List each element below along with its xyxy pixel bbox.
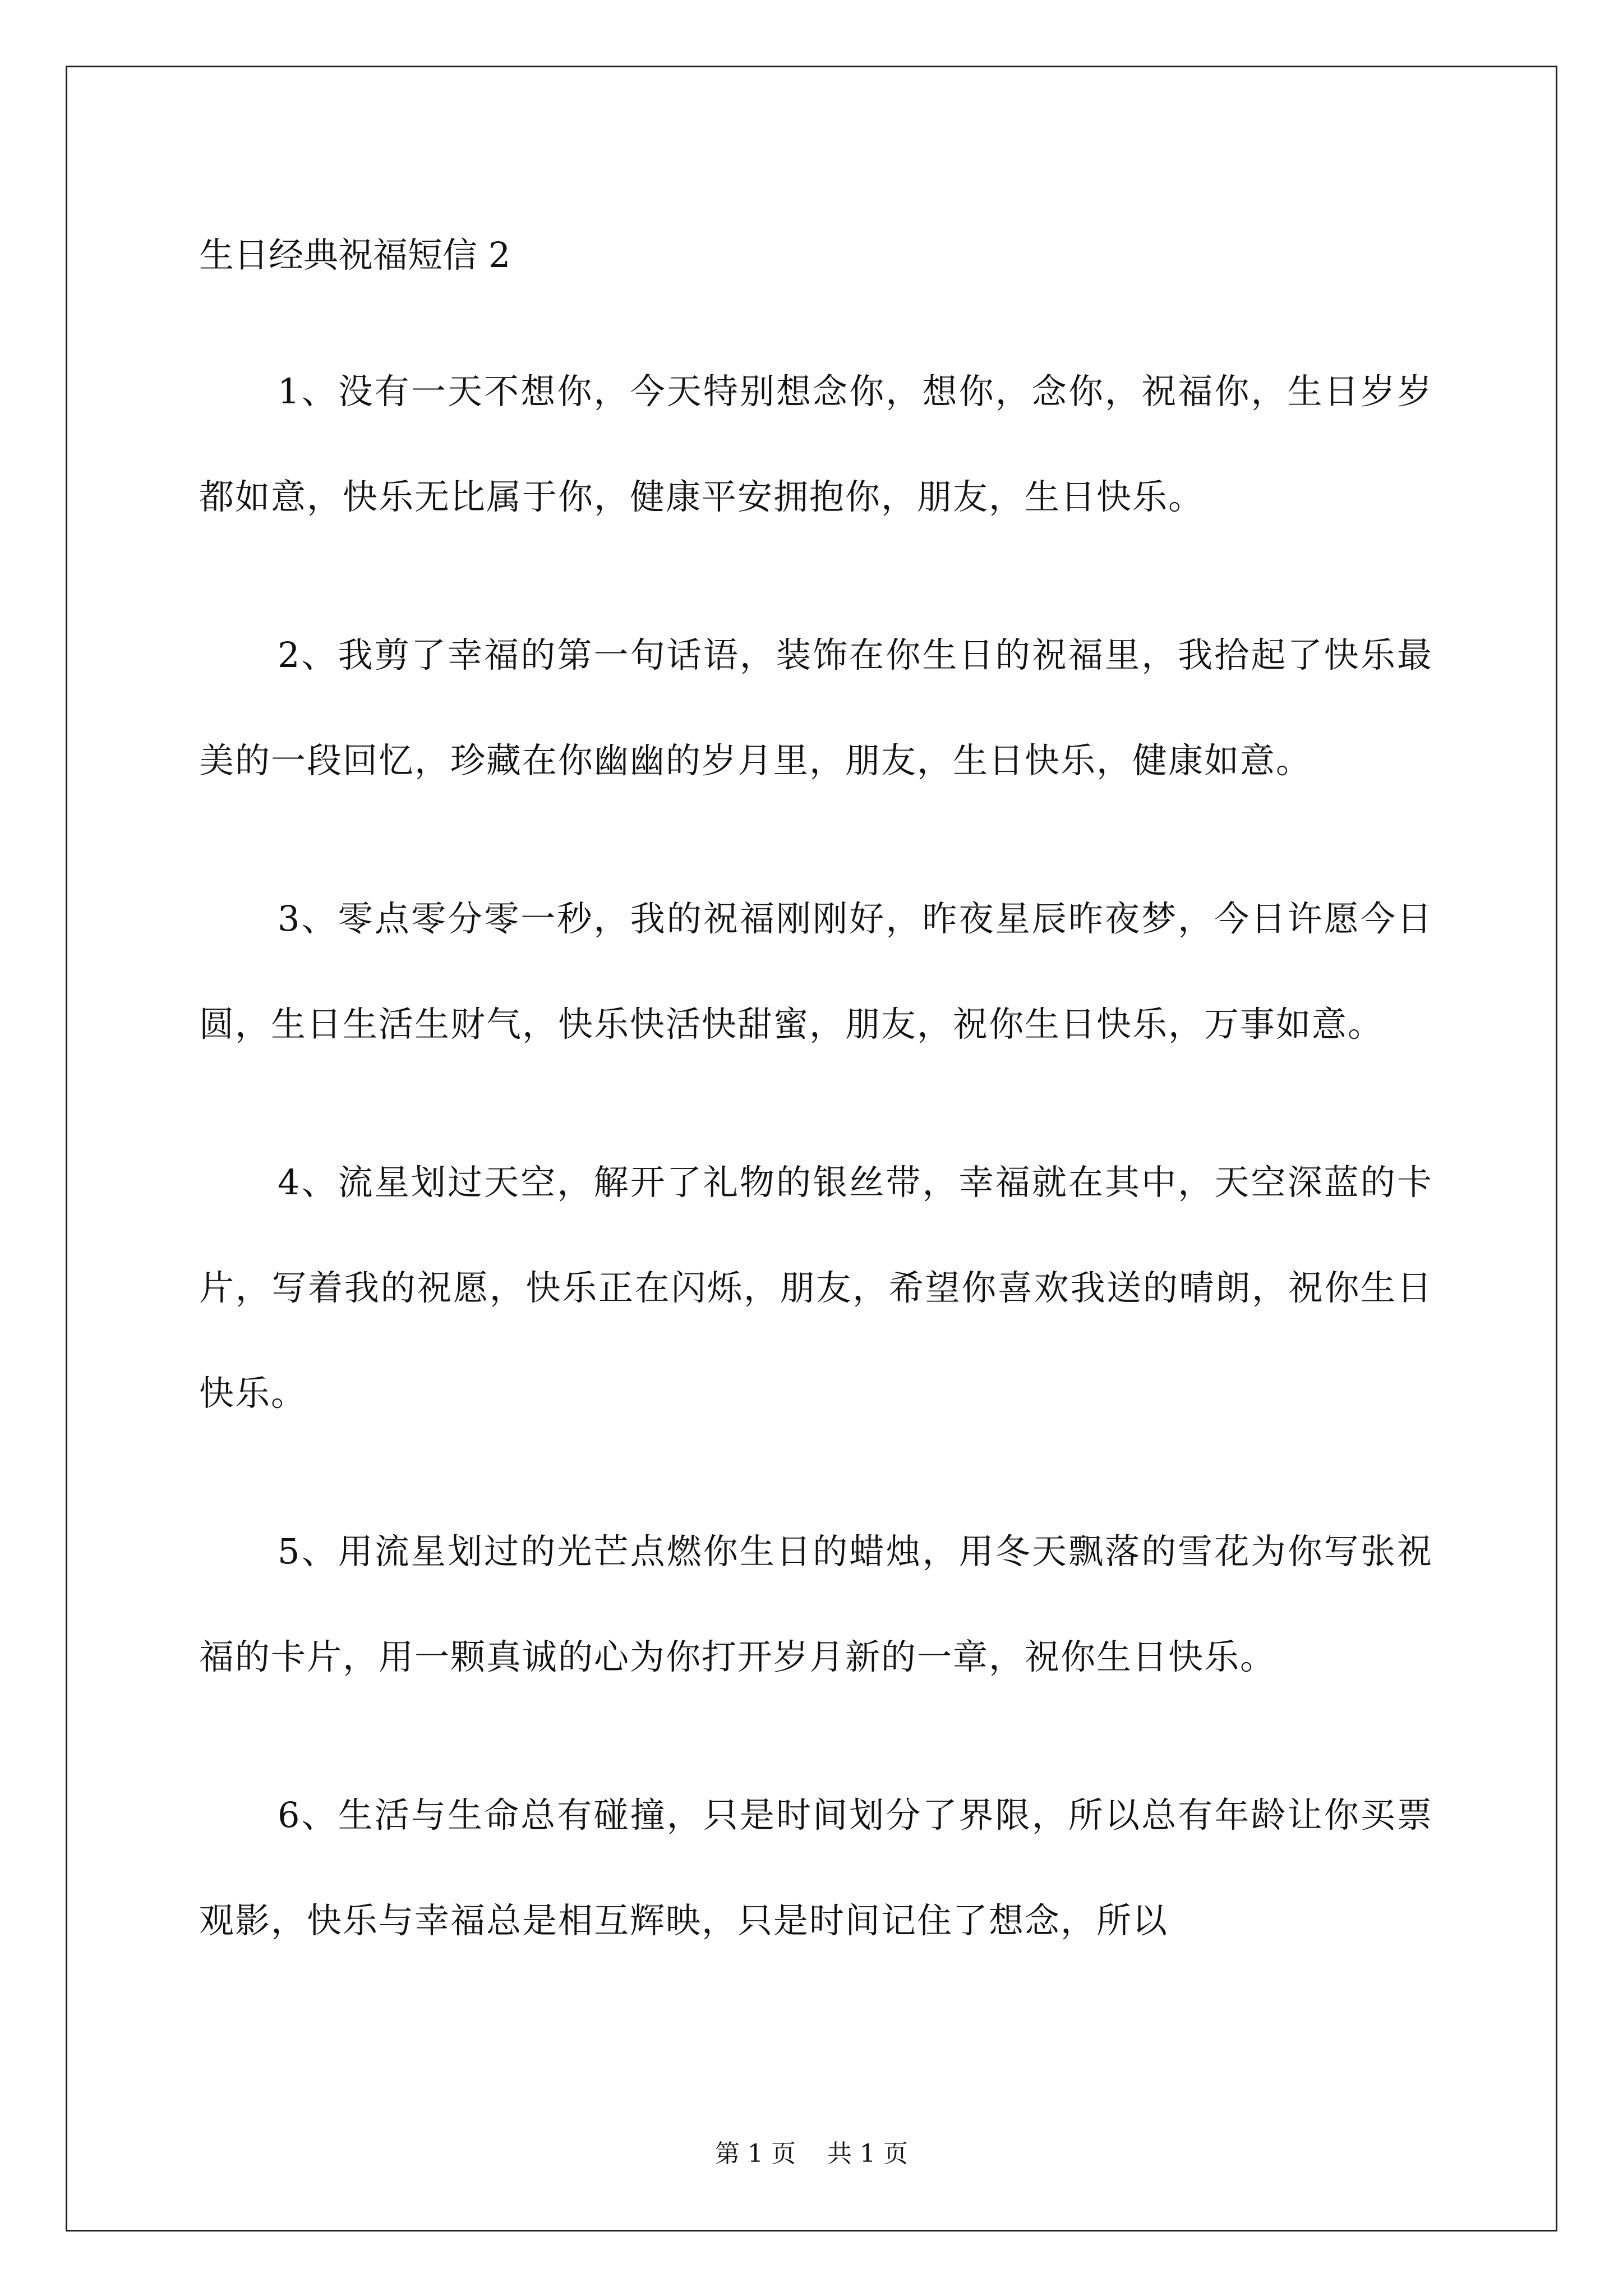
paragraph-6: 6、生活与生命总有碰撞，只是时间划分了界限，所以总有年龄让你买票观影，快乐与幸福总是相互辉映，只是时间记住了想念，所以	[199, 1795, 1433, 1941]
paragraph-5: 5、用流星划过的光芒点燃你生日的蜡烛，用冬天飘落的雪花为你写张祝福的卡片，用一颗真诚的心为你打开岁月新的一章，祝你生日快乐。	[199, 1531, 1433, 1677]
document-title: 生日经典祝福短信 2	[199, 234, 511, 275]
paragraph-3: 3、零点零分零一秒，我的祝福刚刚好，昨夜星辰昨夜梦，今日许愿今日圆，生日生活生财气，快乐快活快甜蜜，朋友，祝你生日快乐，万事如意。	[199, 898, 1433, 1045]
page-number-footer: 第 1 页 共 1 页	[715, 2139, 908, 2168]
paragraph-2: 2、我剪了幸福的第一句话语，装饰在你生日的祝福里，我拾起了快乐最美的一段回忆，珍藏在你幽幽的岁月里，朋友，生日快乐，健康如意。	[199, 634, 1433, 781]
paragraph-1: 1、没有一天不想你，今天特别想念你，想你，念你，祝福你，生日岁岁都如意，快乐无比属于你，健康平安拥抱你，朋友，生日快乐。	[199, 371, 1433, 517]
document-body	[199, 224, 1433, 1973]
paragraph-4: 4、流星划过天空，解开了礼物的银丝带，幸福就在其中，天空深蓝的卡片，写着我的祝愿，快乐正在闪烁，朋友，希望你喜欢我送的晴朗，祝你生日快乐。	[199, 1162, 1433, 1414]
